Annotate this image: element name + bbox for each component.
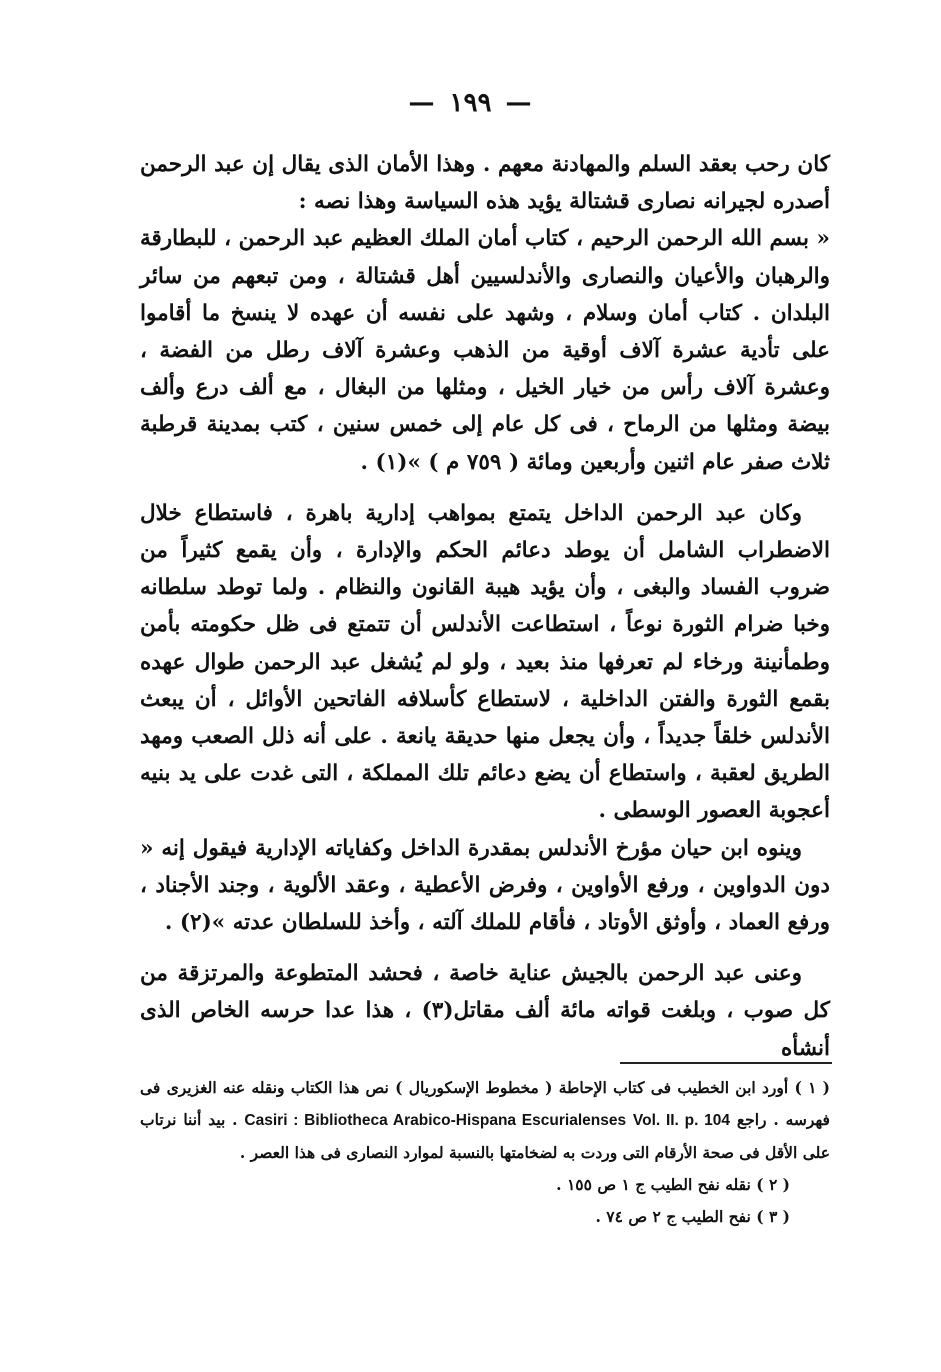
page-number-value: ١٩٩: [449, 88, 492, 118]
footnote-1: [140, 1072, 830, 1169]
page-number-dash-left: —: [408, 88, 436, 118]
paragraph-1: كان رحب بعقد السلم والمهادنة معهم . وهذا الأمان الذى يقال إن عبد الرحمن أصدره لجيرانه نصارى قشتالة يؤيد هذه السياسة وهذا نصه :: [140, 152, 830, 215]
paragraph-2-treaty-quote: « بسم الله الرحمن الرحيم ، كتاب أمان الملك العظيم عبد الرحمن ، للبطارقة والرهبان والأعيان والنصارى والأندلسيين أهل قشتالة ، ومن تبعهم من سائر البلدان . كتاب أمان وسلام ، وشهد على نفسه أن عهده لا ينسخ ما أقاموا على تأدية عشرة آلاف أوقية من الذهب وعشرة آلاف رطل من الفضة ، وعشرة آلاف رأس من خيار الخيل ، ومثلها من البغال ، مع ألف درع وألف بيضة ومثلها من الرماح ، فى كل عام إلى خمس سنين ، كتب بمدينة قرطبة ثلاث صفر عام اثنين وأربعين ومائة ( ٧٥٩ م ) »(١) .: [140, 226, 830, 475]
footnote-3: ( ٣ ) نفح الطيب ج ٢ ص ٧٤ .: [595, 1207, 790, 1226]
paragraph-3: وكان عبد الرحمن الداخل يتمتع بمواهب إدارية باهرة ، فاستطاع خلال الاضطراب الشامل أن يوطد دعائم الحكم والإدارة ، وأن يقمع كثيراً من ضروب الفساد والبغى ، وأن يؤيد هيبة القانون والنظام . ولما توطد سلطانه وخبا ضرام الثورة نوعاً ، استطاعت الأندلس أن تتمتع فى ظل حكومته بأمن وطمأنينة ورخاء لم تعرفها منذ بعيد ، ولو لم يُشغل عبد الرحمن طوال عهده بقمع الثورة والفتن الداخلية ، لاستطاع كأسلافه الفاتحين الأوائل ، أن يبعث الأندلس خلقاً جديداً ، وأن يجعل منها حديقة يانعة . على أنه ذلل الصعب ومهد الطريق لعقبة ، واستطاع أن يضع دعائم تلك المملكة ، التى غدت على يد بنيه أعجوبة العصور الوسطى .: [140, 500, 830, 824]
main-text: [140, 146, 830, 1067]
paragraph-5: وعنى عبد الرحمن بالجيش عناية خاصة ، فحشد المتطوعة والمرتزقة من كل صوب ، وبلغت قواته مائة ألف مقاتل(٣) ، هذا عدا حرسه الخاص الذى أنشأه: [140, 961, 830, 1061]
page-number-dash-right: —: [505, 88, 533, 118]
footnote-1-continuation: . بيد أننا نرتاب على الأقل فى صحة الأرقام التى وردت به لضخامتها بالنسبة لموارد النصارى فى هذا العصر .: [140, 1110, 830, 1162]
footnote-1-latin-title: Casiri : Bibliotheca Arabico-Hispana Escurialenses: [244, 1112, 627, 1129]
footnotes: [140, 1072, 830, 1233]
page-number: [0, 88, 941, 118]
footnote-1-latin-ref: Vol. II. p. 104: [632, 1112, 731, 1129]
footnote-1-text: ( ١ ) أورد ابن الخطيب فى كتاب الإحاطة ( مخطوط الإسكوريال ) نص هذا الكتاب ونقله عنه الغزيرى فى فهرسه . راجع: [140, 1078, 830, 1129]
footnote-2: ( ٢ ) نقله نفح الطيب ج ١ ص ١٥٥ .: [556, 1175, 790, 1194]
footnote-separator: [620, 1062, 832, 1064]
paragraph-4: وينوه ابن حيان مؤرخ الأندلس بمقدرة الداخل وكفاياته الإدارية فيقول إنه « دون الدواوين ، ورفع الأواوين ، وفرض الأعطية ، وعقد الألوية ، وجند الأجناد ، ورفع العماد ، وأوثق الأوتاد ، فأقام للملك آلته ، وأخذ للسلطان عدته »(٢) .: [140, 835, 830, 936]
